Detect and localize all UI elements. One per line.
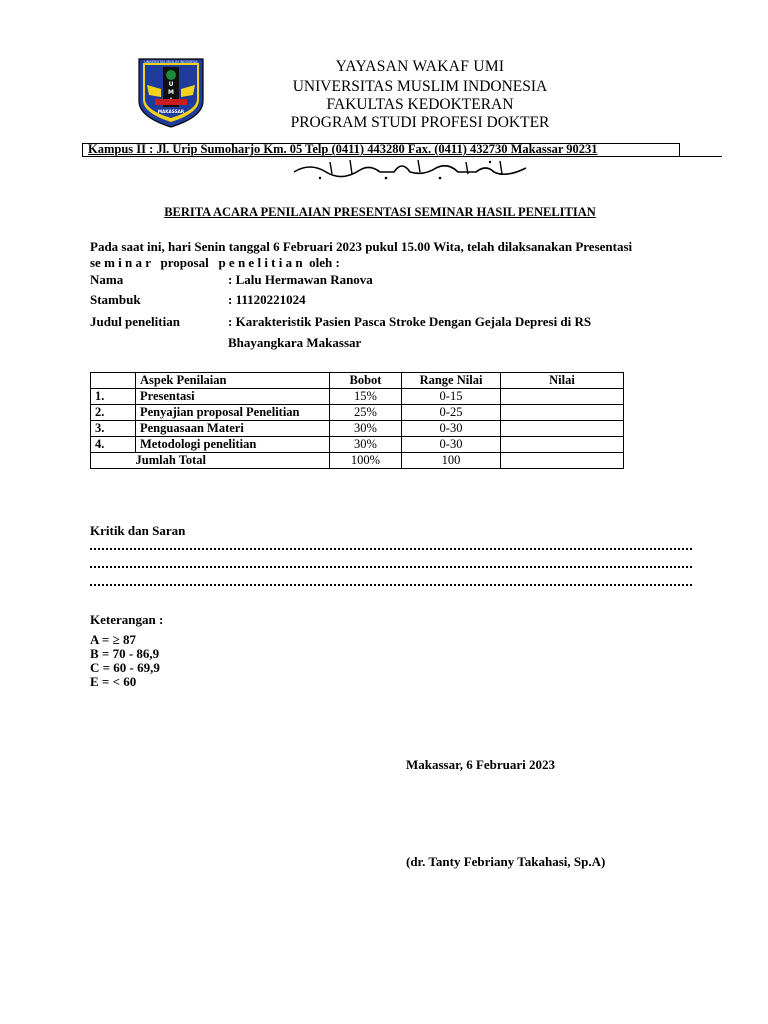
row-bobot: 30% — [330, 421, 402, 437]
total-spacer — [91, 453, 136, 469]
kritik-line-3 — [90, 582, 692, 586]
row-nilai — [501, 405, 624, 421]
svg-text:UNIVERSITAS MUSLIM INDONESIA: UNIVERSITAS MUSLIM INDONESIA — [144, 60, 198, 64]
header-program: PROGRAM STUDI PROFESI DOKTER — [290, 114, 550, 131]
bismillah-calligraphy — [290, 156, 530, 182]
row-bobot: 15% — [330, 389, 402, 405]
row-bobot: 25% — [330, 405, 402, 421]
judul-label: Judul penelitian — [90, 314, 180, 329]
table-header-row — [91, 373, 624, 389]
stambuk-value: : 11120221024 — [228, 292, 306, 307]
header-university: UNIVERSITAS MUSLIM INDONESIA — [292, 78, 548, 95]
total-range: 100 — [402, 453, 501, 469]
intro-line-1: Pada saat ini, hari Senin tanggal 6 Februari 2023 pukul 15.00 Wita, telah dilaksanakan Presentasi — [90, 239, 633, 254]
table-row — [91, 405, 624, 421]
header-no — [91, 373, 136, 389]
stambuk-label: Stambuk — [90, 292, 141, 307]
row-no: 4. — [91, 437, 136, 453]
row-range: 0-25 — [402, 405, 501, 421]
row-aspek: Metodologi penelitian — [136, 437, 330, 453]
row-nilai — [501, 389, 624, 405]
campus-address: Kampus II : Jl. Urip Sumoharjo Km. 05 Telp (0411) 443280 Fax. (0411) 432730 Makassar 90231 — [88, 142, 598, 156]
row-aspek: Penyajian proposal Penelitian — [136, 405, 330, 421]
table-row — [91, 421, 624, 437]
header-range: Range Nilai — [402, 373, 501, 389]
intro-line-2: se m i n a r proposal p e n e l i t i a n oleh : — [90, 255, 340, 270]
kritik-line-2 — [90, 564, 692, 568]
total-label: Jumlah Total — [136, 453, 330, 469]
header-foundation: YAYASAN WAKAF UMI — [335, 58, 505, 75]
header-bobot: Bobot — [330, 373, 402, 389]
grading-table — [90, 372, 624, 469]
svg-text:M: M — [168, 89, 174, 96]
kritik-line-1 — [90, 546, 692, 550]
row-range: 0-30 — [402, 437, 501, 453]
kritik-label: Kritik dan Saran — [90, 523, 186, 538]
grade-e: E = < 60 — [90, 674, 137, 689]
grade-b: B = 70 - 86,9 — [90, 646, 160, 661]
row-range: 0-30 — [402, 421, 501, 437]
row-nilai — [501, 437, 624, 453]
row-range: 0-15 — [402, 389, 501, 405]
total-nilai — [501, 453, 624, 469]
grade-a: A = ≥ 87 — [90, 632, 136, 647]
judul-value-line-2: Bhayangkara Makassar — [228, 335, 362, 350]
nama-label: Nama — [90, 272, 124, 287]
header-aspek: Aspek Penilaian — [136, 373, 330, 389]
total-bobot: 100% — [330, 453, 402, 469]
document-title: BERITA ACARA PENILAIAN PRESENTASI SEMINAR HASIL PENELITIAN — [164, 205, 596, 219]
row-aspek: Presentasi — [136, 389, 330, 405]
row-nilai — [501, 421, 624, 437]
svg-text:U: U — [168, 81, 174, 88]
row-aspek: Penguasaan Materi — [136, 421, 330, 437]
row-no: 3. — [91, 421, 136, 437]
university-logo — [133, 55, 209, 129]
row-no: 1. — [91, 389, 136, 405]
header-nilai: Nilai — [501, 373, 624, 389]
nama-value: : Lalu Hermawan Ranova — [228, 272, 373, 287]
grade-c: C = 60 - 69,9 — [90, 660, 160, 675]
judul-value-line-1: : Karakteristik Pasien Pasca Stroke Dengan Gejala Depresi di RS — [228, 314, 592, 329]
signer-name: (dr. Tanty Febriany Takahasi, Sp.A) — [406, 854, 606, 869]
table-row — [91, 437, 624, 453]
row-bobot: 30% — [330, 437, 402, 453]
place-date: Makassar, 6 Februari 2023 — [406, 757, 556, 772]
header-faculty: FAKULTAS KEDOKTERAN — [326, 96, 514, 113]
keterangan-label: Keterangan : — [90, 612, 164, 627]
svg-text:MAKASSAR: MAKASSAR — [157, 109, 185, 114]
table-total-row — [91, 453, 624, 469]
table-row — [91, 389, 624, 405]
row-no: 2. — [91, 405, 136, 421]
